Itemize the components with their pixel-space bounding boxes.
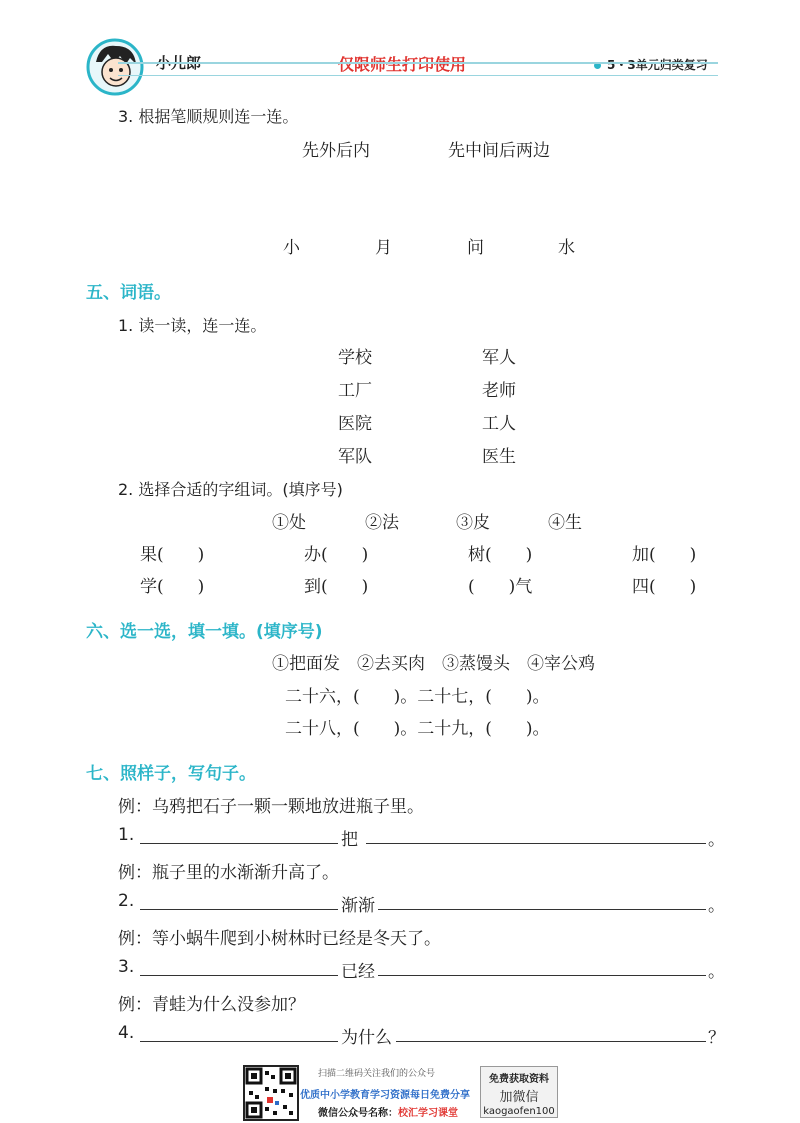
- footer-scan: 扫描二维码关注我们的公众号: [318, 1069, 436, 1079]
- item-number: 1.: [118, 825, 135, 845]
- blank-item[interactable]: 果( ): [140, 545, 205, 565]
- mascot-logo: [86, 38, 144, 96]
- end-punct: ？: [708, 1028, 725, 1048]
- right-word: 医生: [482, 447, 516, 467]
- rule-middle-sides: 先中间后两边: [448, 141, 550, 161]
- example-sentence: 例：等小蜗牛爬到小树林时已经是冬天了。: [118, 929, 441, 949]
- section5-title: 五、词语。: [86, 283, 171, 303]
- promo-box: [480, 1066, 558, 1118]
- item-number: 2.: [118, 891, 135, 911]
- char-wen: 问: [467, 238, 484, 258]
- answer-line[interactable]: [396, 1041, 706, 1042]
- end-punct: 。: [708, 830, 725, 850]
- right-word: 老师: [482, 381, 516, 401]
- brand-name: 小儿郎: [156, 54, 202, 72]
- end-punct: 。: [708, 962, 725, 982]
- promo-line-2: 加微信: [499, 1090, 539, 1105]
- blank-item[interactable]: 加( ): [632, 545, 697, 565]
- char-yue: 月: [375, 238, 392, 258]
- item-number: 4.: [118, 1023, 135, 1043]
- option: ②法: [365, 513, 399, 533]
- right-word: 军人: [482, 348, 516, 368]
- answer-line[interactable]: [140, 909, 338, 910]
- left-word: 军队: [338, 447, 372, 467]
- blank-item[interactable]: 办( ): [304, 545, 369, 565]
- section6-title: 六、选一选，填一填。(填序号): [86, 622, 323, 642]
- keyword: 渐渐: [341, 896, 375, 916]
- rule-outside-inside: 先外后内: [302, 141, 370, 161]
- footer-share: 优质中小学教育学习资源每日免费分享: [300, 1090, 470, 1101]
- blank-item[interactable]: ( )气: [468, 577, 533, 597]
- blank-item[interactable]: 学( ): [140, 577, 205, 597]
- answer-line[interactable]: [140, 975, 338, 976]
- answer-line[interactable]: [140, 1041, 338, 1042]
- blank-item[interactable]: 树( ): [468, 545, 533, 565]
- unit-text: 5・3单元归类复习: [607, 58, 708, 72]
- wechat-name: 校汇学习课堂: [398, 1108, 458, 1119]
- options-line: ①把面发 ②去买肉 ③蒸馒头 ④宰公鸡: [272, 654, 595, 674]
- left-word: 工厂: [338, 381, 372, 401]
- keyword: 把: [341, 830, 358, 850]
- qr-code-icon: [243, 1065, 299, 1121]
- fill-line-1[interactable]: 二十六，( )。二十七，( )。: [285, 687, 550, 707]
- option: ④生: [548, 513, 582, 533]
- char-shui: 水: [558, 238, 575, 258]
- example-sentence: 例：乌鸦把石子一颗一颗地放进瓶子里。: [118, 797, 424, 817]
- fill-line-2[interactable]: 二十八，( )。二十九，( )。: [285, 719, 550, 739]
- promo-line-1: 免费获取资料: [489, 1074, 549, 1085]
- q5-1-title: 1. 读一读，连一连。: [118, 316, 267, 335]
- keyword: 为什么: [341, 1028, 392, 1048]
- answer-line[interactable]: [140, 843, 338, 844]
- blank-item[interactable]: 到( ): [304, 577, 369, 597]
- end-punct: 。: [708, 896, 725, 916]
- left-word: 医院: [338, 414, 372, 434]
- promo-line-3: kaogaofen100: [483, 1106, 555, 1117]
- blank-item[interactable]: 四( ): [632, 577, 697, 597]
- left-word: 学校: [338, 348, 372, 368]
- wechat-label: 微信公众号名称：: [318, 1108, 398, 1119]
- example-sentence: 例：青蛙为什么没参加？: [118, 995, 305, 1015]
- unit-label: [594, 56, 708, 73]
- option: ①处: [272, 513, 306, 533]
- answer-line[interactable]: [366, 843, 706, 844]
- header-rule: [118, 62, 718, 64]
- example-sentence: 例：瓶子里的水渐渐升高了。: [118, 863, 339, 883]
- section7-title: 七、照样子，写句子。: [86, 764, 256, 784]
- item-number: 3.: [118, 957, 135, 977]
- print-notice: 仅限师生打印使用: [338, 55, 467, 74]
- keyword: 已经: [341, 962, 375, 982]
- right-word: 工人: [482, 414, 516, 434]
- q5-2-title: 2. 选择合适的字组词。(填序号): [118, 480, 343, 499]
- answer-line[interactable]: [378, 975, 706, 976]
- answer-line[interactable]: [378, 909, 706, 910]
- header-rule-thin: [118, 75, 718, 76]
- char-xiao: 小: [283, 238, 300, 258]
- option: ③皮: [456, 513, 490, 533]
- q3-title: 3. 根据笔顺规则连一连。: [118, 107, 299, 126]
- footer-wechat: [318, 1104, 458, 1119]
